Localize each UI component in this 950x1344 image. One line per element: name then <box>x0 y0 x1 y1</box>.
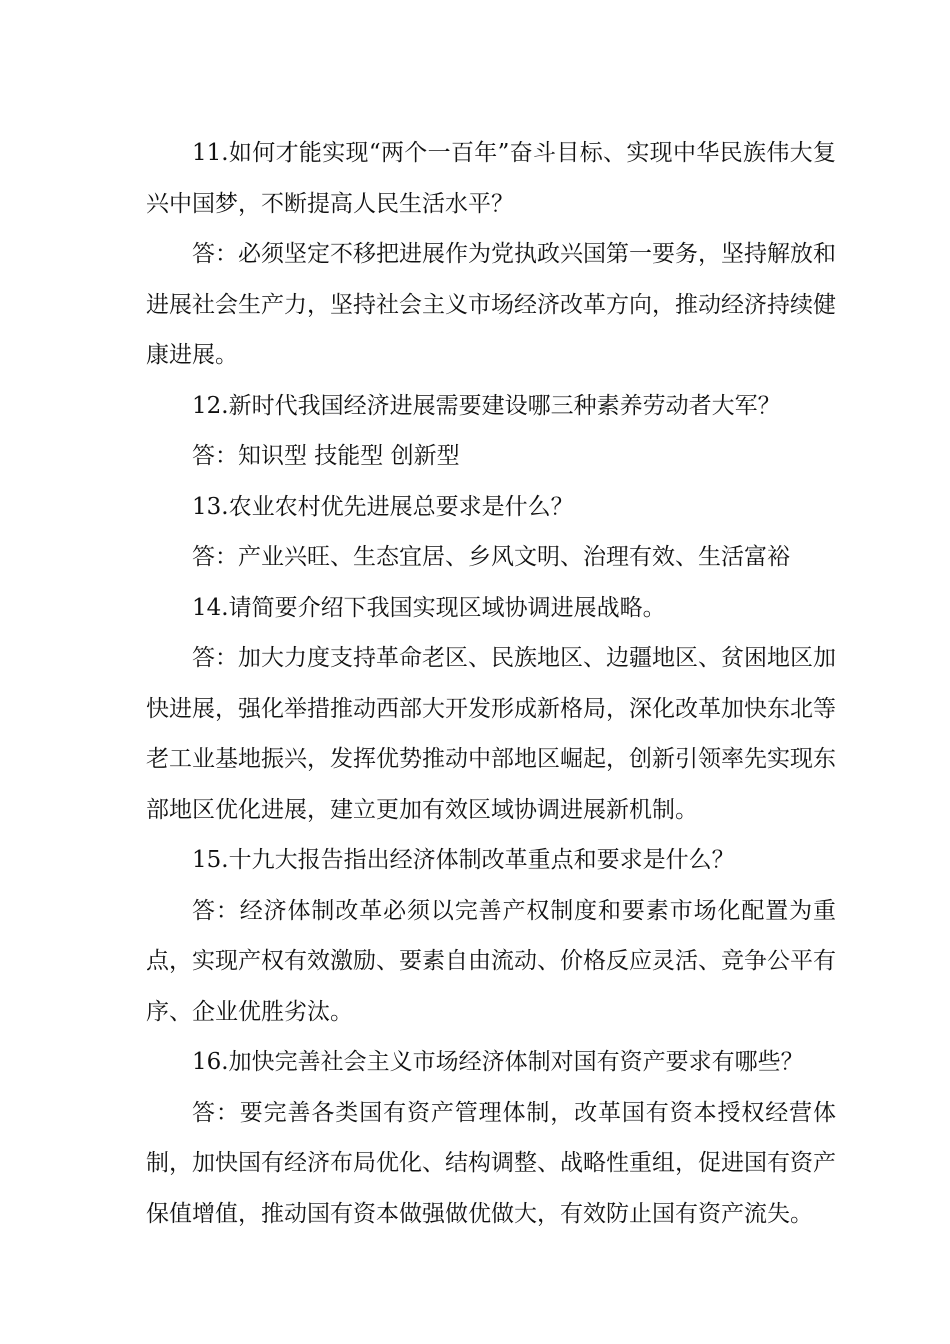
answer-16: 答：要完善各类国有资产管理体制，改革国有资本授权经营体制，加快国有经济布局优化、结构调整、战略性重组，促进国有资产保值增值，推动国有资本做强做优做大，有效防止国有资产流失。 <box>146 1099 836 1227</box>
answer-11: 答：必须坚定不移把进展作为党执政兴国第一要务，坚持解放和进展社会生产力，坚持社会主义市场经济改革方向，推动经济持续健康进展。 <box>146 241 836 368</box>
answer-15: 答：经济体制改革必须以完善产权制度和要素市场化配置为重点，实现产权有效激励、要素自由流动、价格反应灵活、竞争公平有序、企业优胜劣汰。 <box>146 897 836 1025</box>
answer-14: 答：加大力度支持革命老区、民族地区、边疆地区、贫困地区加快进展，强化举措推动西部大开发形成新格局，深化改革加快东北等老工业基地振兴，发挥优势推动中部地区崛起，创新引领率先实现东部地区优化进展，建立更加有效区域协调进展新机制。 <box>146 645 836 823</box>
answer-12: 答：知识型 技能型 创新型 <box>192 443 460 469</box>
answer-13: 答：产业兴旺、生态宜居、乡风文明、治理有效、生活富裕 <box>192 544 790 570</box>
question-11: 11.如何才能实现“两个一百年”奋斗目标、实现中华民族伟大复兴中国梦，不断提高人民生活水平？ <box>146 140 836 217</box>
document-body <box>146 128 836 1239</box>
question-16: 16.加快完善社会主义市场经济体制对国有资产要求有哪些？ <box>192 1049 804 1075</box>
question-15: 15.十九大报告指出经济体制改革重点和要求是什么？ <box>192 847 735 873</box>
question-13: 13.农业农村优先进展总要求是什么？ <box>192 493 574 520</box>
question-12: 12.新时代我国经济进展需要建设哪三种素养劳动者大军？ <box>192 392 781 419</box>
question-14: 14.请简要介绍下我国实现区域协调进展战略。 <box>192 594 666 621</box>
